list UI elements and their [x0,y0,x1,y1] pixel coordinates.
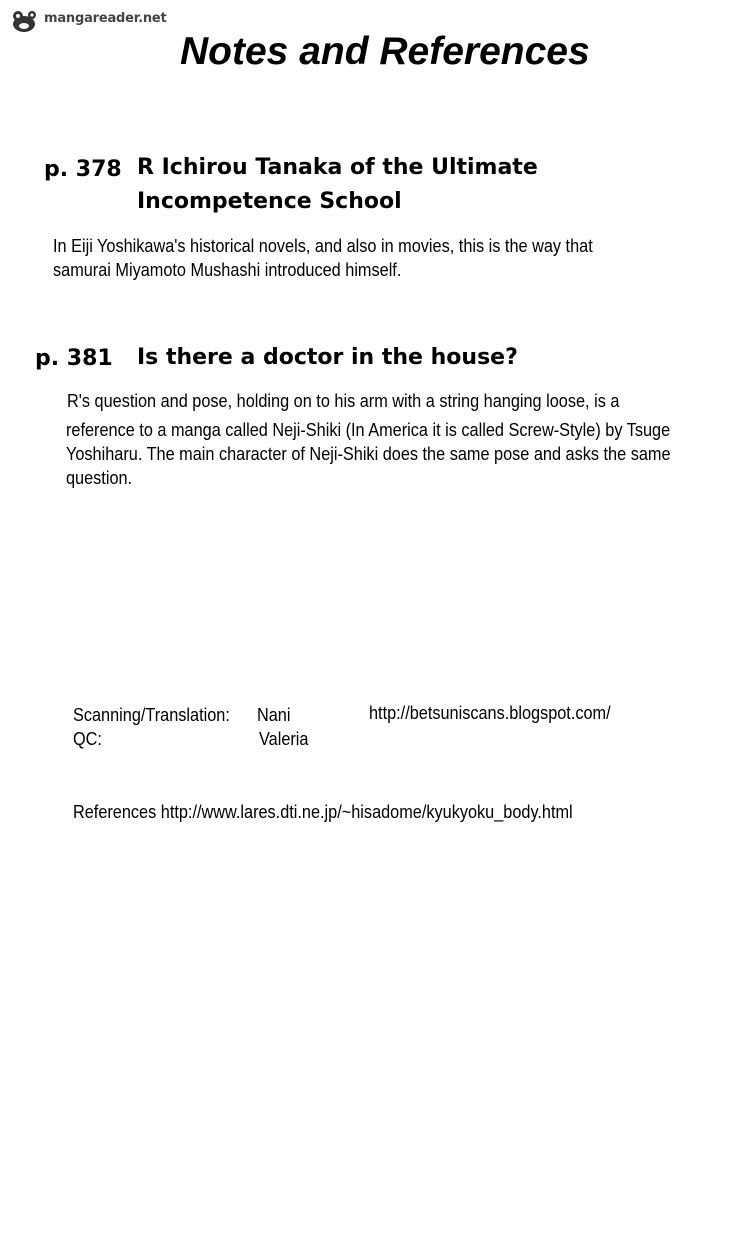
scanning-translation-label: Scanning/Translation: [73,704,230,725]
note-2-body-line-3: Yoshiharu. The main character of Neji-Shiki does the same pose and asks the same [66,443,671,464]
reader-mascot-icon [10,8,46,34]
note-1-heading-line-1: R Ichirou Tanaka of the Ultimate [137,155,538,180]
note-2-body-line-1: R's question and pose, holding on to his arm with a string hanging loose, is a [67,390,620,411]
qc-name: Valeria [259,728,309,749]
note-2-heading: Is there a doctor in the house? [137,345,518,370]
note-1-body-line-2: samurai Miyamoto Mushashi introduced himself. [53,259,402,280]
references-line: References http://www.lares.dti.ne.jp/~hisadome/kyukyoku_body.html [73,801,573,822]
scanning-translation-name: Nani [257,704,291,725]
note-2-page-ref: p. 381 [35,346,113,371]
page-title: Notes and References [180,30,590,73]
scanlation-site-url: http://betsuniscans.blogspot.com/ [369,702,611,723]
note-1-heading-line-2: Incompetence School [137,189,402,214]
note-2-body-line-4: question. [66,467,133,488]
note-1-body-line-1: In Eiji Yoshikawa's historical novels, and also in movies, this is the way that [53,235,593,256]
note-2-body-line-2: reference to a manga called Neji-Shiki (In America it is called Screw-Style) by Tsuge [66,419,671,440]
qc-label: QC: [73,728,102,749]
watermark-text: mangareader.net [44,11,167,26]
note-1-page-ref: p. 378 [44,157,122,182]
